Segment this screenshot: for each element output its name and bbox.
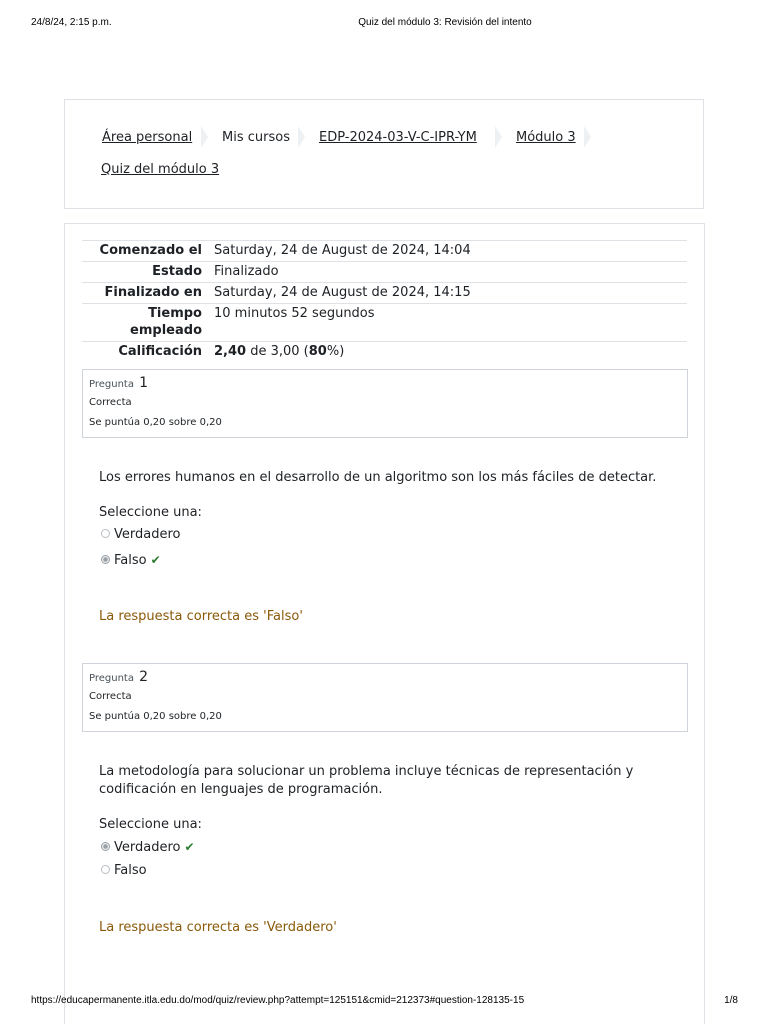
question-info-box — [82, 663, 688, 732]
summary-value: 10 minutos 52 segundos — [214, 304, 687, 342]
summary-value: Saturday, 24 de August de 2024, 14:15 — [214, 283, 687, 304]
answer-option-selected[interactable] — [101, 551, 161, 569]
option-label: Verdadero — [114, 527, 181, 542]
breadcrumb-separator — [495, 126, 502, 148]
question-label — [89, 375, 148, 391]
print-url: https://educapermanente.itla.edu.do/mod/quiz/review.php?attempt=125151&cmid=212373#question-128135-15 — [31, 995, 525, 1006]
answer-option[interactable] — [101, 862, 147, 880]
radio-button-checked[interactable] — [101, 555, 110, 564]
breadcrumb-module[interactable]: Módulo 3 — [516, 130, 576, 145]
summary-label: Tiempo empleado — [82, 304, 214, 342]
summary-label: Comenzado el — [82, 241, 214, 262]
question-text: La metodología para solucionar un problema incluye técnicas de representación y codificación en lenguajes de programación. — [99, 764, 634, 797]
breadcrumb-quiz[interactable]: Quiz del módulo 3 — [101, 162, 220, 177]
correct-answer-feedback: La respuesta correcta es 'Falso' — [99, 609, 303, 624]
question-state: Correcta — [89, 397, 132, 408]
question-number: 2 — [139, 669, 149, 685]
question-state: Correcta — [89, 691, 132, 702]
breadcrumb-home[interactable]: Área personal — [102, 130, 193, 145]
radio-button[interactable] — [101, 865, 110, 874]
option-label: Falso — [114, 553, 147, 568]
summary-label: Calificación — [82, 342, 214, 363]
breadcrumb-separator — [584, 126, 591, 148]
summary-label: Estado — [82, 262, 214, 283]
print-date: 24/8/24, 2:15 p.m. — [31, 17, 112, 28]
print-footer — [0, 993, 768, 1013]
answer-option[interactable] — [101, 526, 180, 544]
breadcrumb — [64, 99, 704, 209]
correct-answer-feedback: La respuesta correcta es 'Verdadero' — [99, 920, 337, 935]
grade-of: de 3,00 ( — [250, 344, 309, 359]
summary-row-state — [82, 262, 687, 283]
question-grade: Se puntúa 0,20 sobre 0,20 — [89, 711, 222, 722]
attempt-summary-table — [82, 240, 687, 362]
question-label — [89, 669, 148, 685]
breadcrumb-my-courses[interactable]: Mis cursos — [222, 130, 290, 145]
question-grade: Se puntúa 0,20 sobre 0,20 — [89, 417, 222, 428]
summary-row-grade — [82, 342, 687, 363]
summary-row-started — [82, 241, 687, 262]
summary-label: Finalizado en — [82, 283, 214, 304]
question-info-box — [82, 369, 688, 438]
select-prompt: Seleccione una: — [99, 817, 202, 832]
question-label-text: Pregunta — [89, 379, 134, 390]
summary-value: Saturday, 24 de August de 2024, 14:04 — [214, 241, 687, 262]
print-title: Quiz del módulo 3: Revisión del intento — [358, 17, 532, 28]
question-text: Los errores humanos en el desarrollo de un algoritmo son los más fáciles de detectar. — [99, 470, 657, 485]
correct-check-icon: ✔ — [150, 553, 161, 567]
summary-grade-value — [214, 342, 687, 363]
option-label: Verdadero — [114, 840, 181, 855]
breadcrumb-separator — [201, 126, 208, 148]
print-header — [0, 0, 768, 40]
summary-row-finished — [82, 283, 687, 304]
page-number: 1/8 — [724, 995, 738, 1006]
correct-check-icon: ✔ — [184, 840, 195, 854]
grade-percent: 80 — [308, 344, 327, 359]
radio-button[interactable] — [101, 529, 110, 538]
grade-score: 2,40 — [214, 344, 247, 359]
question-number: 1 — [139, 375, 149, 391]
summary-value: Finalizado — [214, 262, 687, 283]
option-label: Falso — [114, 863, 147, 878]
answer-option-selected[interactable] — [101, 838, 195, 856]
question-label-text: Pregunta — [89, 673, 134, 684]
grade-tail: %) — [326, 344, 345, 359]
radio-button-checked[interactable] — [101, 842, 110, 851]
select-prompt: Seleccione una: — [99, 505, 202, 520]
breadcrumb-course[interactable]: EDP-2024-03-V-C-IPR-YM — [319, 130, 477, 145]
summary-row-time — [82, 304, 687, 342]
breadcrumb-separator — [298, 126, 305, 148]
